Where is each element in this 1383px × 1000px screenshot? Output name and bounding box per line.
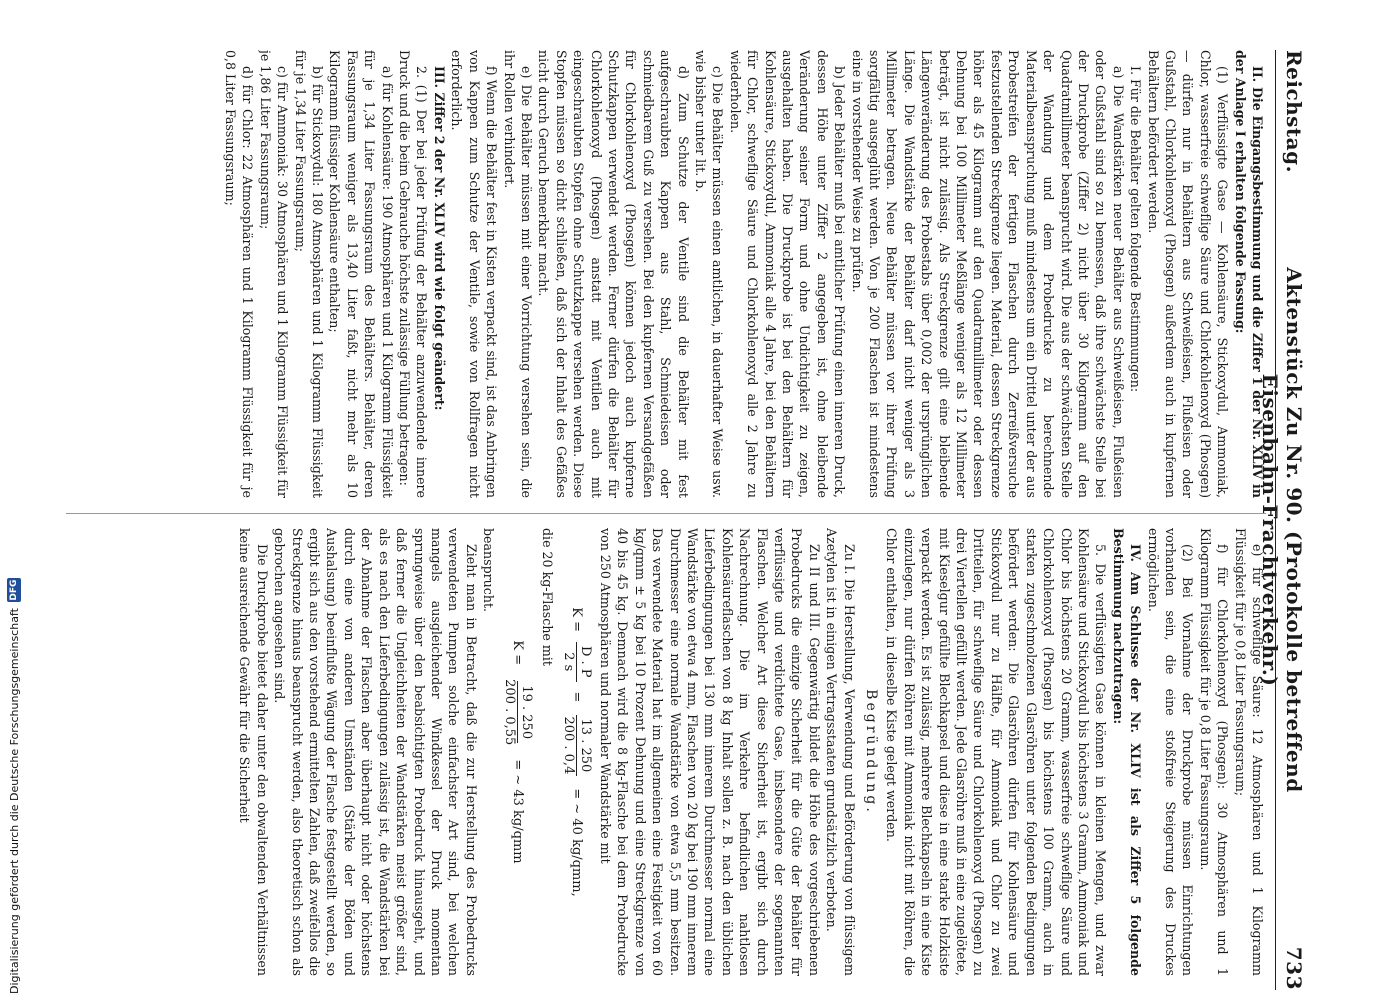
left-column <box>66 50 1266 498</box>
paragraph: II. Die Eingangsbestimmung und die Ziffer 1 der Nr. XLIV in der Anlage I erhalten folgende Fassung: <box>1232 50 1265 498</box>
paragraph: b) für Stickoxydul: 180 Atmosphären und 1 Kilogramm Flüssigkeit für je 1,34 Liter Fassungsraum; <box>292 50 326 498</box>
header-rule <box>1275 50 1276 990</box>
paragraph: c) für Ammoniak: 30 Atmosphären und 1 Kilogramm Flüssigkeit für je 1,86 Liter Fassungsraum; <box>257 50 291 498</box>
paragraph: 2. (1) Der bei jeder Prüfung der Behälter anzuwendende innere Druck und die beim Gebrauche höchste zulässige Füllung betragen: <box>397 50 430 498</box>
paragraph: (1) Verflüssigte Gase — Kohlensäure, Stickoxydul, Ammoniak, Chlor, wasserfreie schweflige Säure und Chlorkohlenoxyd (Phosgen) — dürfen nur in Behältern aus Schweißeisen, Flußeisen oder Gußstahl, Chlorkohlenoxyd (Phosgen) außerdem auch in kupfernen Behältern befördert werden. <box>1145 50 1231 498</box>
page-header <box>1258 50 1310 990</box>
credit-text: Digitalisierung gefördert durch die Deutsche Forschungsgemeinschaft <box>7 608 21 994</box>
paragraph: die 20 kg-Flasche mit <box>539 528 555 666</box>
paragraph: e) für schweflige Säure: 12 Atmosphären und 1 Kilogramm Flüssigkeit für je 0,8 Liter Fassungsraum; <box>1232 528 1265 976</box>
paragraph: a) für Kohlensäure: 190 Atmosphären und 1 Kilogramm Flüssigkeit für je 1,34 Liter Fassungsraum des Behälters. Behälter, deren Fassungsraum weniger als 13,40 Liter faßt, nicht mehr als 10 Kilogramm flüssiger Kohlensäure enthalten; <box>327 50 395 498</box>
paragraph: Die Druckprobe bietet daher unter den obwaltenden Verhältnissen keine ausreichende Gewähr für die Sicherheit <box>237 528 270 976</box>
header-title: Aktenstück Zu Nr. 90. (Protokolle betreffend Eisenbahn-Frachtverkehr.) <box>1258 267 1306 793</box>
paragraph: a) Die Wandstärken neuer Behälter aus Schweißeisen, Flußeisen oder Gußstahl sind so zu bemessen, daß ihre schwächste Stelle bei der Druckprobe (Ziffer 2) nicht über 30 Kilogramm auf den Quadratmillimeter beansprucht wird. Die aus der schwächsten Stelle der Wandung und dem Probedrucke zu berechnende Materialbeanspruchung muß mindestens um ein Drittel unter der aus Probestreifen der fertigen Flaschen durch Zerreißversuche festzustellenden Streckgrenze liegen. Material, dessen Streckgrenze höher als 45 Kilogramm auf den Quadratmillimeter oder dessen Dehnung bei 100 Millimeter Meßlänge weniger als 12 Millimeter beträgt, ist nicht zulässig. Als Streckgrenze gilt eine bleibende Längenveränderung des Probestabs über 0,002 der ursprünglichen Länge. Die Wandstärke der Behälter darf nicht weniger als 3 Millimeter betragen. Neue Behälter müssen vor ihrer Prüfung sorgfältig ausgeglüht werden. Von je 200 Flaschen ist mindestens eine in vorstehender Weise zu prüfen. <box>849 50 1126 498</box>
dfg-logo-icon: DFG <box>9 579 19 601</box>
formula-result: = ~ 40 kg/qmm, <box>568 788 584 897</box>
paragraph: (2) Bei Vornahme der Druckprobe müssen Einrichtungen vorhanden sein, die eine stoßfreie Steigerung des Druckes ermöglichen. <box>1145 528 1196 976</box>
digitization-credit <box>4 0 24 994</box>
fraction <box>560 712 593 778</box>
denominator: 2 s <box>560 652 576 672</box>
page-number: 733 <box>1282 946 1306 990</box>
paragraph: Zieht man in Betracht, daß die zur Herstellung des Probedrucks verwendeten Pumpen solche einfachster Art sind, bei welchen mangels ausgleichender Windkessel der Druck momentan sprungweise über den beabsichtigten Probedruck hinausgeht, und daß ferner die Ungleichheiten der Wandstärken meist größer sind, als es nach den Lieferbedingungen zulässig ist, die Wandstärken bei der Abnahme der Flaschen aber überhaupt nicht oder höchstens durch eine von anderen Umständen (Stärke der Böden und Aushalsung) beeinflußte Wägung der Flasche festgestellt werden, so ergibt sich aus den vorstehend ermittelten Zahlen, daß zweifellos die Streckgrenze hinaus beansprucht werden, also theoretisch schon als gebrochen angesehen sind. <box>272 528 479 976</box>
column-separator <box>66 513 1266 514</box>
paragraph: f) für Chlorkohlenoxyd (Phosgen): 30 Atmosphären und 1 Kilogramm Flüssigkeit für je 0,8 Liter Fassungsraum. <box>1197 528 1231 976</box>
paragraph: Zu II und III. Gegenwärtig bildet die Höhe des vorgeschriebenen Probedrucks die einzige Sicherheit für die Güte der Behälter für verflüssigte und verdichtete Gase, insbesondere der sogenannten Flaschen. Welcher Art diese Sicherheit ist, ergibt sich durch Nachrechnung. Die im Verkehre befindlichen nahtlosen Kohlensäureflaschen von 8 kg Inhalt sollen z. B. nach den üblichen Lieferbedingungen bei 130 mm innerem Durchmesser normal eine Wandstärke von etwa 4 mm, Flaschen von 20 kg bei 190 mm innerem Durchmesser eine normale Wandstärke von etwa 5,5 mm besitzen. Das verwendete Material hat im allgemeinen eine Festigkeit von 60 kg/qmm ± 5 kg bei 10 Prozent Dehnung und eine Streckgrenze von 40 bis 45 kg. Demnach wird die 8 kg-Flasche bei dem Probedrucke von 250 Atmosphären und normaler Wandstärke mit <box>597 528 822 976</box>
paragraph: f) Wenn die Behälter fest in Kisten verpackt sind, ist das Anbringen von Kappen zum Schutze der Ventile, sowie von Rollfragen nicht erforderlich. <box>449 50 500 498</box>
fraction <box>560 642 593 682</box>
formula-lhs: K = <box>510 640 526 666</box>
numerator: 13 . 250 <box>576 715 593 777</box>
paragraph: 5. Die verflüssigten Gase können in kleinen Mengen, und zwar Kohlensäure und Stickoxydul bis höchstens 3 Gramm, Ammoniak und Chlor bis höchstens 20 Gramm, wasserfreie schweflige Säure und Chlorkohlenoxyd (Phosgen) bis höchstens 100 Gramm, auch in starken zugeschmolzenen Glasröhren unter folgenden Bedingungen befördert werden: Die Glasröhren dürfen für Kohlensäure und Stickoxydul nur zu Hälfte, für Ammoniak und Chlor zu zwei Dritteilen, für schweflige Säure und Chlorkohlenoxyd (Phosgen) zu drei Viertellen gefüllt werden. Jede Glasröhre muß in eine zugelötete, mit Kieselgur gefüllte Blechkapsel und diese in eine starke Holzkiste verpackt werden. Es ist zulässig, mehrere Blechkapseln in eine Kiste einzulegen, nur dürfen Röhren mit Ammoniak nicht mit Röhren, die Chlor enthalten, in dieselbe Kiste gelegt werden. <box>884 528 1109 976</box>
fraction <box>501 675 534 749</box>
header-left: Reichstag. <box>1282 50 1306 174</box>
paragraph: d) für Chlor: 22 Atmosphären und 1 Kilogramm Flüssigkeit für je 0,8 Liter Fassungsraum; <box>223 50 256 498</box>
section-heading: Begründung. <box>863 689 880 815</box>
numerator: D . P <box>576 642 593 682</box>
paragraph: I. Für die Behälter gelten folgende Bestimmungen: <box>1128 66 1144 393</box>
paragraph: c) Die Behälter müssen einen amtlichen, in dauerhafter Weise usw. wie bisher unter lit. b. <box>693 50 726 498</box>
paragraph: b) Jeder Behälter muß bei amtlicher Prüfung einen inneren Druck, dessen Höhe unter Ziffer 2 angegeben ist, ohne bleibende Veränderung seiner Form und ohne Undichtigkeit zu zeigen, ausgehalten haben. Die Druckprobe ist bei den Behältern für Kohlensäure, Stickoxydul, Ammoniak alle 4 Jahre, bei den Behältern für Chlor, schweflige Säure und Chlorkohlenoxyd alle 2 Jahre zu wiederholen. <box>727 50 848 498</box>
paragraph: Zu I. Die Herstellung, Verwendung und Beförderung von flüssigem Azetylen ist in einigen Vertragsstaaten grundsätzlich verboten. <box>824 528 857 976</box>
formula-1 <box>560 528 593 976</box>
paragraph: d) Zum Schutze der Ventile sind die Behälter mit fest aufgeschraubten Kappen aus Stahl, Schmiedeisen oder schmiedbarem Guß zu versehen. Bei den kupfernen Versandgefäßen für Chlorkohlenoxyd (Phosgen) können jedoch auch kupferne Schutzkappen verwendet werden. Ferner dürfen die Behälter für Chlorkohlenoxyd (Phosgen) anstatt mit Ventilen auch mit eingeschraubten Stopfen ohne Schutzkappe versehen werden. Diese Stopfen müssen so dicht schließen, daß sich der Inhalt des Gefäßes nicht durch Geruch bemerkbar macht. <box>536 50 691 498</box>
denominator: 200 . 0,4 <box>560 716 576 775</box>
paragraph: e) Die Behälter müssen mit einer Vorrichtung versehen sein, die ihr Rollen verhindert. <box>501 50 534 498</box>
formula-result: = ~ 43 kg/qmm <box>510 759 526 864</box>
paragraph: beansprucht. <box>481 528 497 613</box>
formula-2 <box>501 528 534 976</box>
formula-lhs: K = <box>568 607 584 632</box>
rotated-document-page <box>55 50 1310 990</box>
right-column <box>66 528 1266 976</box>
denominator: 200 . 0,55 <box>502 679 518 746</box>
paragraph: IV. Am Schlusse der Nr. XLIV ist als Ziffer 5 folgende Bestimmung nachzutragen: <box>1110 528 1144 976</box>
equals-sign: = <box>568 691 584 703</box>
numerator: 19 . 250 <box>517 681 534 743</box>
paragraph: III. Ziffer 2 der Nr. XLIV wird wie folgt geändert: <box>431 66 447 411</box>
